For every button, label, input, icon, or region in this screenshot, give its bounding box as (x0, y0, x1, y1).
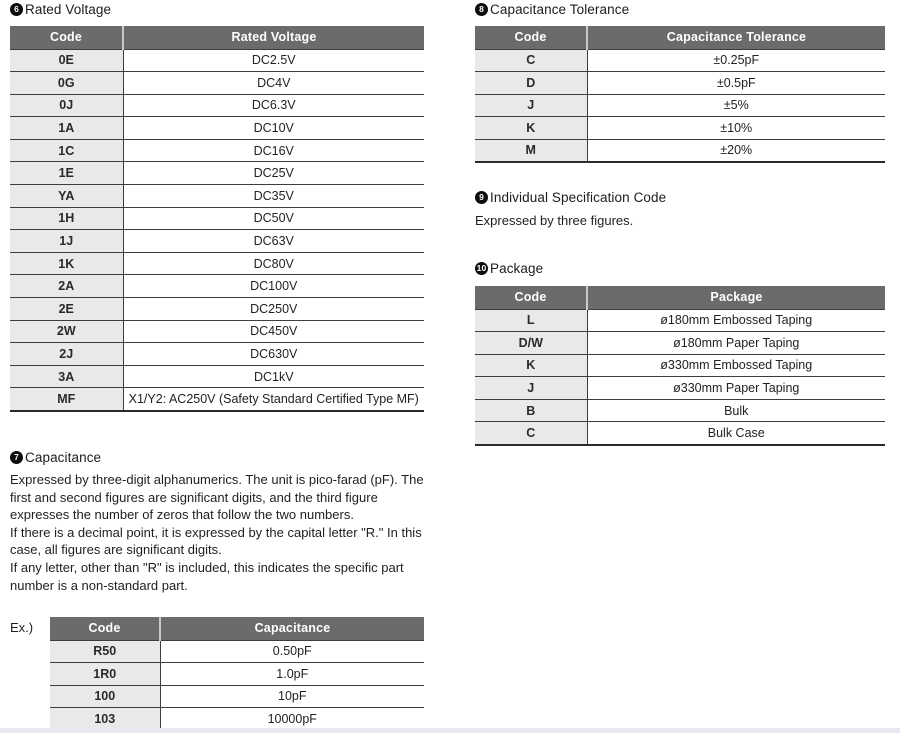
section-title: Capacitance (25, 450, 102, 465)
code-cell: 1J (10, 230, 123, 253)
table-row (10, 275, 424, 298)
code-cell: C (475, 422, 587, 445)
circled-9-icon: 9 (475, 191, 488, 204)
code-cell: 1E (10, 162, 123, 185)
table-row (10, 117, 424, 140)
value-cell: DC35V (123, 185, 424, 208)
value-cell: ±0.25pF (587, 49, 885, 72)
column-header: Code (475, 26, 587, 49)
table-row (10, 230, 424, 253)
value-cell: DC25V (123, 162, 424, 185)
bottom-edge-strip (0, 728, 900, 733)
table-row (10, 49, 424, 72)
value-cell: 10000pF (160, 708, 424, 731)
section-heading-capacitance-tolerance (475, 2, 629, 17)
column-header: Capacitance (160, 617, 424, 640)
value-cell: DC80V (123, 252, 424, 275)
value-cell: DC2.5V (123, 49, 424, 72)
code-cell: 1A (10, 117, 123, 140)
table-row (475, 354, 885, 377)
code-cell: 0G (10, 72, 123, 95)
value-cell: 1.0pF (160, 663, 424, 686)
table-row (10, 298, 424, 321)
code-cell: L (475, 309, 587, 332)
table-row (475, 422, 885, 445)
value-cell: DC50V (123, 207, 424, 230)
value-cell: ±10% (587, 117, 885, 140)
section-title: Individual Specification Code (490, 190, 667, 205)
column-header: Capacitance Tolerance (587, 26, 885, 49)
section-title: Rated Voltage (25, 2, 112, 17)
table-row (50, 685, 424, 708)
value-cell: 10pF (160, 685, 424, 708)
column-header: Code (10, 26, 123, 49)
table-row (10, 207, 424, 230)
table-row (10, 388, 424, 411)
table-row (10, 365, 424, 388)
paragraph: If there is a decimal point, it is expressed by the capital letter "R." In this case, all figures are significant digits. (10, 524, 422, 558)
value-cell: ø180mm Embossed Taping (587, 309, 885, 332)
table-row (475, 72, 885, 95)
value-cell: DC10V (123, 117, 424, 140)
capacitance-example-table (50, 617, 424, 731)
value-cell: DC16V (123, 139, 424, 162)
table-row (475, 399, 885, 422)
section-heading-individual-spec-code (475, 190, 666, 205)
code-cell: 2J (10, 343, 123, 366)
code-cell: MF (10, 388, 123, 411)
code-cell: 3A (10, 365, 123, 388)
column-header: Code (50, 617, 160, 640)
code-cell: J (475, 377, 587, 400)
section-heading-capacitance (10, 450, 101, 465)
table-row (50, 663, 424, 686)
code-cell: YA (10, 185, 123, 208)
table-row (475, 309, 885, 332)
column-header: Code (475, 286, 587, 309)
capacitance-tolerance-table (475, 26, 885, 163)
value-cell: X1/Y2: AC250V (Safety Standard Certified Type MF) (123, 388, 424, 411)
value-cell: Bulk (587, 399, 885, 422)
circled-6-icon: 6 (10, 3, 23, 16)
value-cell: DC4V (123, 72, 424, 95)
table-row (10, 162, 424, 185)
capacitance-description (10, 471, 428, 594)
code-cell: K (475, 354, 587, 377)
code-cell: B (475, 399, 587, 422)
table-row (10, 72, 424, 95)
table-row (475, 377, 885, 400)
section-heading-rated-voltage (10, 2, 111, 17)
paragraph: If any letter, other than "R" is included, this indicates the specific part number is a non-standard part. (10, 559, 404, 593)
value-cell: ø330mm Paper Taping (587, 377, 885, 400)
table-row (475, 139, 885, 162)
table-header-row (10, 26, 424, 49)
column-header: Package (587, 286, 885, 309)
code-cell: 2E (10, 298, 123, 321)
value-cell: DC250V (123, 298, 424, 321)
table-row (10, 185, 424, 208)
value-cell: DC63V (123, 230, 424, 253)
table-row (10, 320, 424, 343)
table-header-row (50, 617, 424, 640)
value-cell: DC630V (123, 343, 424, 366)
code-cell: 2A (10, 275, 123, 298)
code-cell: 1H (10, 207, 123, 230)
table-row (475, 49, 885, 72)
code-cell: 2W (10, 320, 123, 343)
code-cell: D (475, 72, 587, 95)
code-cell: 1R0 (50, 663, 160, 686)
circled-10-icon: 10 (476, 263, 487, 274)
table-row (10, 343, 424, 366)
example-label: Ex.) (10, 620, 34, 635)
value-cell: Bulk Case (587, 422, 885, 445)
code-cell: R50 (50, 640, 160, 663)
table-row (475, 94, 885, 117)
code-cell: 0J (10, 94, 123, 117)
value-cell: ø330mm Embossed Taping (587, 354, 885, 377)
code-cell: M (475, 139, 587, 162)
value-cell: ±20% (587, 139, 885, 162)
table-header-row (475, 286, 885, 309)
code-cell: C (475, 49, 587, 72)
code-cell: 1C (10, 139, 123, 162)
circled-8-icon: 8 (475, 3, 488, 16)
table-row (475, 332, 885, 355)
individual-spec-code-description: Expressed by three figures. (475, 213, 634, 228)
rated-voltage-table (10, 26, 424, 412)
value-cell: DC100V (123, 275, 424, 298)
value-cell: DC450V (123, 320, 424, 343)
value-cell: 0.50pF (160, 640, 424, 663)
code-cell: 1K (10, 252, 123, 275)
paragraph: Expressed by three-digit alphanumerics. The unit is pico-farad (pF). The first and second figures are significant digits, and the third figure expresses the number of zeros that follow the two numbers. (10, 472, 424, 523)
table-row (50, 708, 424, 731)
column-header: Rated Voltage (123, 26, 424, 49)
table-header-row (475, 26, 885, 49)
code-cell: 100 (50, 685, 160, 708)
value-cell: DC1kV (123, 365, 424, 388)
section-title: Capacitance Tolerance (490, 2, 630, 17)
code-cell: 0E (10, 49, 123, 72)
table-row (10, 94, 424, 117)
table-row (10, 252, 424, 275)
section-heading-package (475, 261, 543, 276)
table-row (50, 640, 424, 663)
value-cell: ø180mm Paper Taping (587, 332, 885, 355)
value-cell: ±5% (587, 94, 885, 117)
code-cell: D/W (475, 332, 587, 355)
package-table (475, 286, 885, 446)
value-cell: ±0.5pF (587, 72, 885, 95)
table-row (475, 117, 885, 140)
table-row (10, 139, 424, 162)
code-cell: J (475, 94, 587, 117)
code-cell: 103 (50, 708, 160, 731)
circled-7-icon: 7 (10, 451, 23, 464)
value-cell: DC6.3V (123, 94, 424, 117)
code-cell: K (475, 117, 587, 140)
section-title: Package (490, 261, 544, 276)
